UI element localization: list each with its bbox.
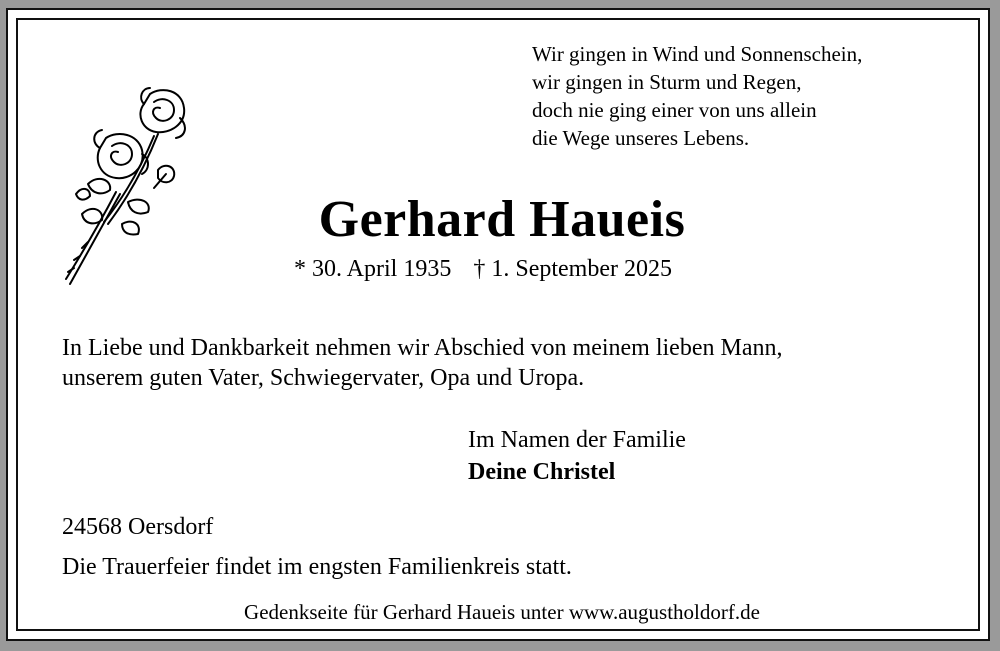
memorial-page-link: Gedenkseite für Gerhard Haueis unter www.augustholdorf.de bbox=[244, 600, 760, 624]
poem-line: die Wege unseres Lebens. bbox=[532, 126, 750, 150]
poem-line: wir gingen in Sturm und Regen, bbox=[532, 70, 802, 94]
poem-line: doch nie ging einer von uns allein bbox=[532, 98, 817, 122]
obituary-card bbox=[6, 8, 990, 641]
signature-name: Deine Christel bbox=[468, 459, 616, 485]
farewell-text bbox=[62, 333, 782, 393]
place: 24568 Oersdorf bbox=[62, 514, 214, 540]
poem-line: Wir gingen in Wind und Sonnenschein, bbox=[532, 42, 863, 66]
poem bbox=[532, 40, 862, 152]
farewell-line: unserem guten Vater, Schwiegervater, Opa und Uropa. bbox=[62, 365, 585, 391]
family-intro: Im Namen der Familie bbox=[468, 427, 686, 453]
rose-illustration-icon bbox=[58, 74, 188, 294]
ceremony-note: Die Trauerfeier findet im engsten Familienkreis statt. bbox=[62, 554, 572, 580]
deceased-name: Gerhard Haueis bbox=[318, 191, 686, 248]
life-dates bbox=[294, 256, 672, 283]
inner-border bbox=[16, 18, 980, 631]
birth-date: * 30. April 1935 bbox=[294, 256, 452, 282]
family-signature bbox=[468, 424, 686, 488]
farewell-line: In Liebe und Dankbarkeit nehmen wir Abschied von meinem lieben Mann, bbox=[62, 335, 783, 361]
death-date: † 1. September 2025 bbox=[473, 256, 672, 282]
